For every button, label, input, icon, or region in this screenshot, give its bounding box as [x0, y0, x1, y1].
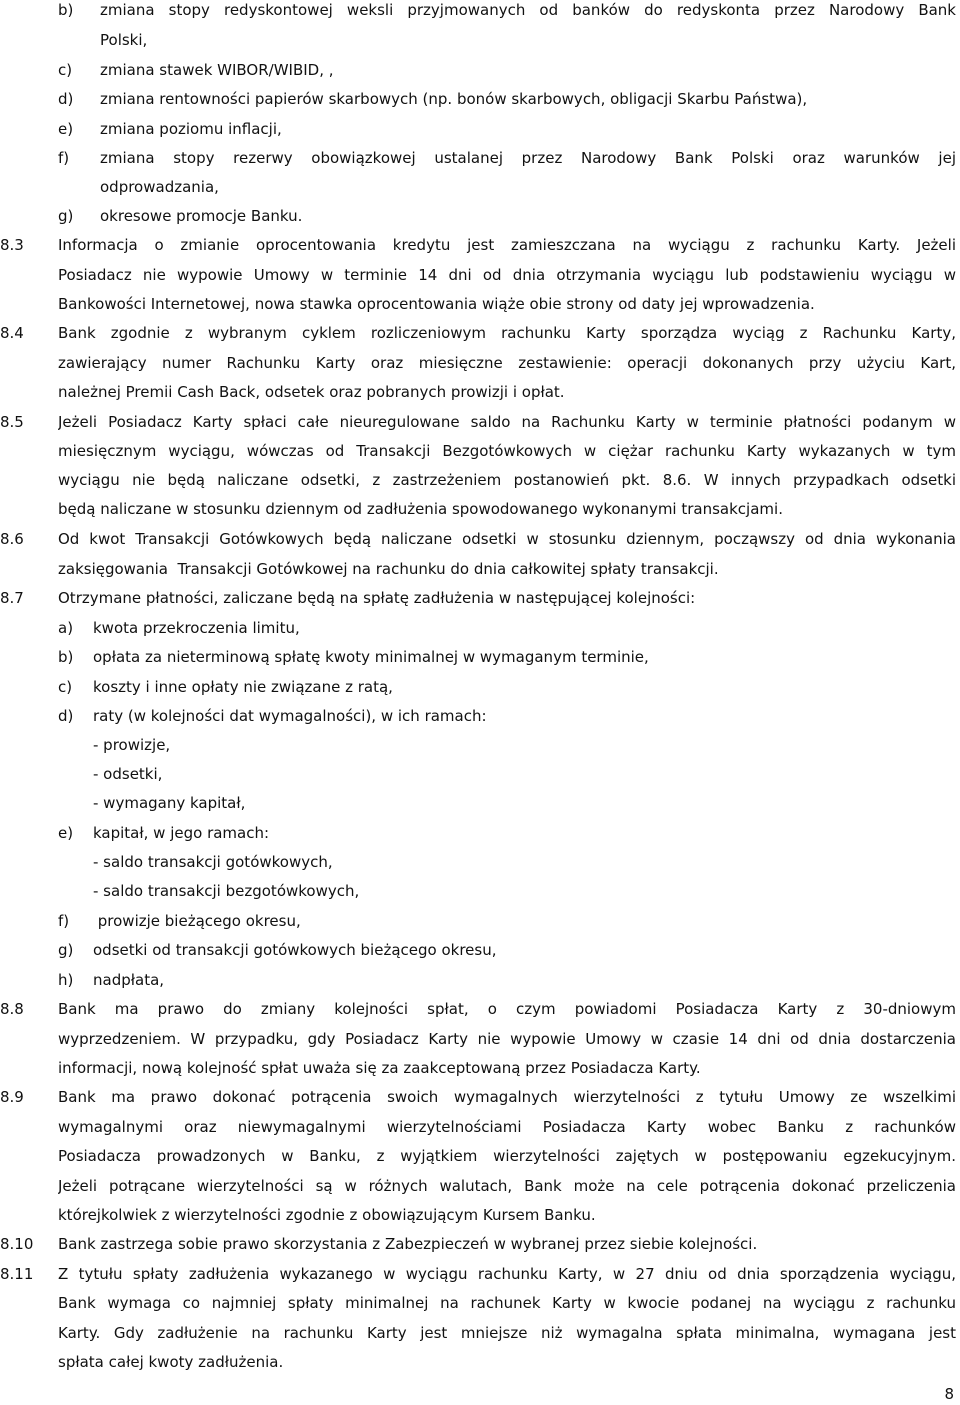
paragraph-line: Jeżeli potrącane wierzytelności są w różnych walutach, Bank może na cele potrącenia dokonać przeliczenia [58, 1177, 956, 1195]
paragraph-line: Bank ma prawo do zmiany kolejności spłat, o czym powiadomi Posiadacza Karty z 30-dniowym [58, 1000, 956, 1018]
paragraph-line: Otrzymane płatności, zaliczane będą na spłatę zadłużenia w następującej kolejności: [58, 589, 696, 607]
section-number: 8.10 [0, 1235, 34, 1253]
list-text: nadpłata, [93, 971, 165, 989]
list-label: f) [58, 912, 70, 930]
paragraph-line: Bank wymaga co najmniej spłaty minimalnej na rachunek Karty w kwocie podanej na wyciągu z rachunku [58, 1294, 956, 1312]
paragraph-line: zaksięgowania Transakcji Gotówkowej na rachunku do dnia całkowitej spłaty transakcji. [58, 560, 719, 578]
paragraph-line: Bankowości Internetowej, nowa stawka oprocentowania wiąże obie strony od daty jej wprowadzenia. [58, 295, 815, 313]
section-number: 8.11 [0, 1265, 34, 1283]
section-number: 8.6 [0, 530, 24, 548]
list-text: kwota przekroczenia limitu, [93, 619, 300, 637]
list-subitem: - wymagany kapitał, [93, 794, 246, 812]
section-number: 8.7 [0, 589, 24, 607]
list-subitem: - saldo transakcji gotówkowych, [93, 853, 333, 871]
list-label: c) [58, 61, 73, 79]
page-number: 8 [944, 1385, 954, 1403]
paragraph-line: Bank ma prawo dokonać potrącenia swoich wymagalnych wierzytelności z tytułu Umowy ze wszelkimi [58, 1088, 956, 1106]
paragraph-line: spłata całej kwoty zadłużenia. [58, 1353, 284, 1371]
paragraph-line: informacji, nową kolejność spłat uważa się za zaakceptowaną przez Posiadacza Karty. [58, 1059, 701, 1077]
list-label: e) [58, 824, 74, 842]
paragraph-line: Z tytułu spłaty zadłużenia wykazanego w wyciągu rachunku Karty, w 27 dniu od dnia sporządzenia wyciągu, [58, 1265, 956, 1283]
list-label: d) [58, 707, 74, 725]
section-number: 8.9 [0, 1088, 24, 1106]
list-text: zmiana rentowności papierów skarbowych (np. bonów skarbowych, obligacji Skarbu Państwa), [100, 90, 808, 108]
list-subitem: - odsetki, [93, 765, 163, 783]
list-label: e) [58, 120, 74, 138]
paragraph-line: będą naliczane w stosunku dziennym od zadłużenia spowodowanego wykonanymi transakcjami. [58, 500, 783, 518]
paragraph-line: Karty. Gdy zadłużenie na rachunku Karty jest mniejsze niż wymagalna spłata minimalna, wymagana jest [58, 1324, 956, 1342]
paragraph-line: należnej Premii Cash Back, odsetek oraz pobranych prowizji i opłat. [58, 383, 565, 401]
paragraph-line: którejkolwiek z wierzytelności zgodnie z obowiązującym Kursem Banku. [58, 1206, 596, 1224]
list-subitem: - saldo transakcji bezgotówkowych, [93, 882, 360, 900]
paragraph-line: Posiadacza prowadzonych w Banku, z wyjątkiem wierzytelności zajętych w postępowaniu egzekucyjnym. [58, 1147, 956, 1165]
list-label: h) [58, 971, 74, 989]
list-text: kapitał, w jego ramach: [93, 824, 270, 842]
section-number: 8.8 [0, 1000, 24, 1018]
paragraph-line: wyciągu nie będą naliczane odsetki, z zastrzeżeniem postanowień pkt. 8.6. W innych przypadkach odsetki [58, 471, 956, 489]
list-text: zmiana stopy rezerwy obowiązkowej ustalanej przez Narodowy Bank Polski oraz warunków jej [100, 149, 956, 167]
list-label: a) [58, 619, 74, 637]
list-text: prowizje bieżącego okresu, [93, 912, 301, 930]
list-label: c) [58, 678, 73, 696]
list-text: okresowe promocje Banku. [100, 207, 303, 225]
list-label: b) [58, 1, 74, 19]
list-text: zmiana stawek WIBOR/WIBID, , [100, 61, 334, 79]
list-label: b) [58, 648, 74, 666]
section-number: 8.4 [0, 324, 24, 342]
list-subitem: - prowizje, [93, 736, 171, 754]
paragraph-line: miesięcznym wyciągu, wówczas od Transakcji Bezgotówkowych w ciężar rachunku Karty wykazanych w tym [58, 442, 956, 460]
list-text: Polski, [100, 31, 148, 49]
list-label: f) [58, 149, 70, 167]
paragraph-line: Jeżeli Posiadacz Karty spłaci całe nieuregulowane saldo na Rachunku Karty w terminie płatności podanym w [58, 413, 956, 431]
list-label: g) [58, 941, 74, 959]
paragraph-line: wyprzedzeniem. W przypadku, gdy Posiadacz Karty nie wypowie Umowy w czasie 14 dni od dnia dostarczenia [58, 1030, 956, 1048]
paragraph-line: Od kwot Transakcji Gotówkowych będą naliczane odsetki w stosunku dziennym, począwszy od dnia wykonania [58, 530, 956, 548]
paragraph-line: wymagalnymi oraz niewymagalnymi wierzytelnościami Posiadacza Karty wobec Banku z rachunków [58, 1118, 956, 1136]
paragraph-line: Posiadacz nie wypowie Umowy w terminie 14 dni od dnia otrzymania wyciągu lub podstawieniu wyciągu w [58, 266, 956, 284]
section-number: 8.3 [0, 236, 24, 254]
list-text: zmiana poziomu inflacji, [100, 120, 282, 138]
list-text: zmiana stopy redyskontowej weksli przyjmowanych od banków do redyskonta przez Narodowy Bank [100, 1, 956, 19]
list-text: opłata za nieterminową spłatę kwoty minimalnej w wymaganym terminie, [93, 648, 649, 666]
section-number: 8.5 [0, 413, 24, 431]
list-label: g) [58, 207, 74, 225]
paragraph-line: zawierający numer Rachunku Karty oraz miesięczne zestawienie: operacji dokonanych przy użyciu Kart, [58, 354, 956, 372]
list-text: odsetki od transakcji gotówkowych bieżącego okresu, [93, 941, 497, 959]
list-text: raty (w kolejności dat wymagalności), w ich ramach: [93, 707, 487, 725]
list-text: koszty i inne opłaty nie związane z ratą, [93, 678, 393, 696]
paragraph-line: Bank zgodnie z wybranym cyklem rozliczeniowym rachunku Karty sporządza wyciąg z Rachunku Karty, [58, 324, 956, 342]
list-text: odprowadzania, [100, 178, 219, 196]
paragraph-line: Informacja o zmianie oprocentowania kredytu jest zamieszczana na wyciągu z rachunku Karty. Jeżeli [58, 236, 956, 254]
paragraph-line: Bank zastrzega sobie prawo skorzystania z Zabezpieczeń w wybranej przez siebie kolejności. [58, 1235, 758, 1253]
list-label: d) [58, 90, 74, 108]
